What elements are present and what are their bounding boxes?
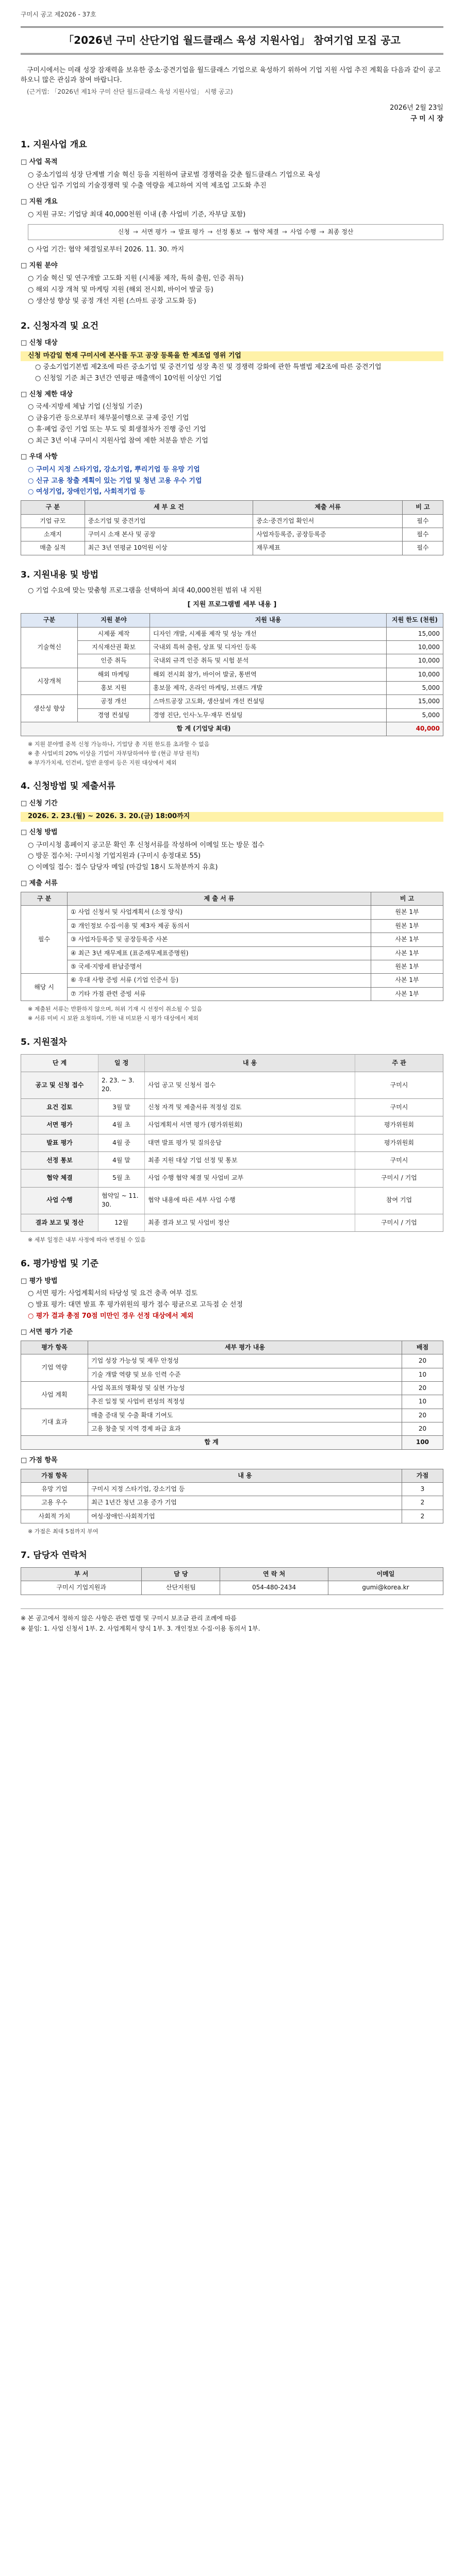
list-item: ○ 휴·폐업 중인 기업 또는 부도 및 회생절차가 진행 중인 기업 xyxy=(28,426,206,434)
table-cell: 원본 1부 xyxy=(371,919,443,933)
table-cell: 최근 1년간 청년 고용 증가 기업 xyxy=(88,1496,402,1510)
table-header: 내 용 xyxy=(88,1469,402,1482)
table-row xyxy=(21,668,443,681)
section-support xyxy=(21,569,443,767)
evaluation-criteria-table xyxy=(21,1341,443,1450)
list-item: ○ 산단 입주 기업의 기술경쟁력 및 수출 역량을 제고하여 지역 제조업 고도화 추진 xyxy=(28,182,267,190)
table-row xyxy=(21,919,443,933)
table-cell: 10,000 xyxy=(387,668,443,681)
step: 협약 체결 xyxy=(253,228,279,236)
footer-line: ※ 본 공고에서 정하지 않은 사항은 관련 법령 및 구미시 보조금 관리 조례에 따름 xyxy=(21,1614,237,1622)
list-item: ○ 중소기업의 성장 단계별 기술 혁신 등을 지원하여 글로벌 경쟁력을 갖춘 월드클래스 기업으로 육성 xyxy=(28,171,321,179)
table-cell: 기업 역량 xyxy=(21,1354,88,1382)
arrow-right-icon: → xyxy=(319,228,325,236)
list-item: ○ 신청일 기준 최근 3년간 연평균 매출액이 10억원 이상인 기업 xyxy=(35,374,222,382)
subsection-title: □ 사업 목적 xyxy=(21,158,58,166)
table-row xyxy=(21,528,443,541)
highlight-text: 신청 마감일 현재 구미시에 본사를 두고 공장 등록을 한 제조업 영위 기업 xyxy=(21,351,443,361)
note: ※ 총 사업비의 20% 이상을 기업이 자부담하여야 함 (현금 부담 원칙) xyxy=(28,750,200,757)
table-cell: 사회적 가치 xyxy=(21,1510,88,1523)
flow-date: 4월 말 xyxy=(98,1152,145,1169)
flow-step xyxy=(21,1152,443,1170)
flow-owner: 구미시 xyxy=(390,1081,408,1089)
table-row xyxy=(21,654,443,668)
note: ※ 세부 일정은 내부 사정에 따라 변경될 수 있음 xyxy=(28,1236,146,1243)
list-item: ○ 최근 3년 이내 구미시 지원사업 참여 제한 처분을 받은 기업 xyxy=(28,437,208,445)
table-cell: 2 xyxy=(402,1510,443,1523)
signer: 구 미 시 장 xyxy=(410,115,443,123)
flow-owner: 구미시 xyxy=(390,1156,408,1164)
table-cell: 필수 xyxy=(403,541,443,555)
flow-owner: 구미시 xyxy=(390,1103,408,1111)
table-cell: 매출 증대 및 수출 확대 기여도 xyxy=(88,1409,402,1422)
flow-stage: 사업 수행 xyxy=(21,1188,98,1214)
table-header: 구 분 xyxy=(21,892,68,906)
list-item: ○ 구미시청 홈페이지 공고문 확인 후 신청서류를 작성하여 이메일 또는 방문 접수 xyxy=(28,841,264,849)
table-cell: 국내외 규격 인증 취득 및 시험 분석 xyxy=(150,654,387,668)
table-cell: 홍보물 제작, 온라인 마케팅, 브랜드 개발 xyxy=(150,682,387,695)
table-cell: ⑥ 우대 사항 증빙 서류 (기업 인증서 등) xyxy=(68,974,371,987)
table-header: 담 당 xyxy=(142,1567,220,1581)
table-cell: 기술 개발 역량 및 보유 인력 수준 xyxy=(88,1368,402,1381)
flow-header-cell: 단 계 xyxy=(21,1055,98,1072)
table-cell: ① 사업 신청서 및 사업계획서 (소정 양식) xyxy=(68,906,371,919)
table-row xyxy=(21,906,443,919)
table-cell: 매출 실적 xyxy=(21,541,85,555)
table-total-row xyxy=(21,722,443,736)
table-cell: 여성·장애인·사회적기업 xyxy=(88,1510,402,1523)
bonus-points-table xyxy=(21,1469,443,1524)
table-cell: 40,000 xyxy=(387,722,443,736)
table-cell: 재무제표 xyxy=(253,541,403,555)
table-cell: ⑦ 기타 가점 관련 증빙 서류 xyxy=(68,987,371,1001)
section-evaluation xyxy=(21,1258,443,1536)
table-cell: 필수 xyxy=(21,906,68,974)
flow-date: 3월 말 xyxy=(98,1099,145,1116)
list-item: ○ 신규 고용 창출 계획이 있는 기업 및 청년 고용 우수 기업 xyxy=(28,477,202,485)
list-item: ○ 서면 평가: 사업계획서의 타당성 및 요건 충족 여부 검토 xyxy=(28,1290,198,1298)
table-header: 이메일 xyxy=(328,1567,443,1581)
subsection-title: □ 신청 방법 xyxy=(21,828,58,836)
table-row xyxy=(21,695,443,708)
table-cell: 해당 시 xyxy=(21,974,68,1001)
table-cell: 기대 효과 xyxy=(21,1409,88,1436)
section-title: 4. 신청방법 및 제출서류 xyxy=(21,781,115,792)
arrow-right-icon: → xyxy=(244,228,250,236)
flow-desc: 최종 지원 대상 기업 선정 및 통보 xyxy=(145,1152,355,1169)
flow-date: 4월 초 xyxy=(98,1116,145,1133)
flow-desc: 사업 수행 협약 체결 및 사업비 교부 xyxy=(145,1170,355,1187)
list-item: ○ 해외 시장 개척 및 마케팅 지원 (해외 전시회, 바이어 발굴 등) xyxy=(28,285,213,294)
intro-paragraph: 구미시에서는 미래 성장 잠재력을 보유한 중소·중견기업을 월드클래스 기업으로 육성하기 위하여 기업 지원 사업 추진 계획을 다음과 같이 공고하오니 많은 관심과 참여 바랍니다. xyxy=(21,66,441,84)
step: 사업 수행 xyxy=(290,228,317,236)
arrow-right-icon: → xyxy=(207,228,213,236)
flow-header-cell: 내 용 xyxy=(145,1055,355,1072)
table-row xyxy=(21,974,443,987)
table-cell: ④ 최근 3년 재무제표 (표준재무제표증명원) xyxy=(68,946,371,960)
table-cell: 20 xyxy=(402,1381,443,1395)
table-cell: 10,000 xyxy=(387,640,443,654)
flow-desc: 신청 자격 및 제출서류 적정성 검토 xyxy=(145,1099,355,1116)
table-cell: 시제품 제작 xyxy=(78,627,150,640)
subsection-title: □ 지원 개요 xyxy=(21,198,58,206)
section-title: 1. 지원사업 개요 xyxy=(21,140,87,150)
table-header: 세 부 요 건 xyxy=(85,501,253,514)
list-item: ○ 지원 규모: 기업당 최대 40,000천원 이내 (총 사업비 기준, 자부담 포함) xyxy=(28,211,246,219)
table-cell: 유망 기업 xyxy=(21,1483,88,1496)
subsection-title: □ 평가 방법 xyxy=(21,1277,58,1285)
section-contact xyxy=(21,1549,443,1595)
section-title: 3. 지원내용 및 방법 xyxy=(21,569,98,580)
table-cell: 해외 마케팅 xyxy=(78,668,150,681)
table-header: 지원 내용 xyxy=(150,614,387,627)
support-program-table xyxy=(21,613,443,736)
table-cell: 원본 1부 xyxy=(371,960,443,973)
table-row xyxy=(21,514,443,528)
table-caption: [ 지원 프로그램별 세부 내용 ] xyxy=(187,601,277,609)
table-cell: ③ 사업자등록증 및 공장등록증 사본 xyxy=(68,933,371,946)
note: ※ 부가가치세, 인건비, 일반 운영비 등은 지원 대상에서 제외 xyxy=(28,759,177,766)
table-row xyxy=(21,946,443,960)
doc-number: 구미시 공고 제2026 - 37호 xyxy=(21,11,96,18)
table-cell: 2 xyxy=(402,1496,443,1510)
table-row xyxy=(21,987,443,1001)
arrow-right-icon: → xyxy=(170,228,176,236)
table-cell: 추진 일정 및 사업비 편성의 적정성 xyxy=(88,1395,402,1409)
table-cell: 해외 전시회 참가, 바이어 발굴, 통번역 xyxy=(150,668,387,681)
table-row xyxy=(21,541,443,555)
table-cell: 사업 계획 xyxy=(21,1381,88,1409)
flow-step xyxy=(21,1072,443,1099)
table-cell: 사업 목표의 명확성 및 실현 가능성 xyxy=(88,1381,402,1395)
flow-date: 5월 초 xyxy=(98,1170,145,1187)
announce-date: 2026년 2월 23일 xyxy=(390,104,443,112)
table-cell: 시장개척 xyxy=(21,668,78,695)
step: 신청 xyxy=(118,228,130,236)
table-row xyxy=(21,1381,443,1395)
table-cell: 합 계 (기업당 최대) xyxy=(21,722,387,736)
table-cell: 디자인 개발, 시제품 제작 및 성능 개선 xyxy=(150,627,387,640)
flow-header-cell: 일 정 xyxy=(98,1055,145,1072)
step: 서면 평가 xyxy=(141,228,168,236)
table-cell: 사본 1부 xyxy=(371,946,443,960)
procedure-flow xyxy=(21,1054,443,1232)
subsection-title: □ 신청 제한 대상 xyxy=(21,390,73,398)
table-cell: ⑤ 국세·지방세 완납증명서 xyxy=(68,960,371,973)
intro xyxy=(21,66,443,96)
flow-step xyxy=(21,1134,443,1152)
list-item: ○ 구미시 지정 스타기업, 강소기업, 뿌리기업 등 유망 기업 xyxy=(28,465,200,473)
table-header: 지원 한도 (천원) xyxy=(387,614,443,627)
table-row xyxy=(21,960,443,973)
table-cell: 20 xyxy=(402,1409,443,1422)
table-cell: 20 xyxy=(402,1354,443,1368)
table-row xyxy=(21,1510,443,1523)
subsection-title: □ 신청 대상 xyxy=(21,339,58,347)
flow-date: 4월 중 xyxy=(98,1134,145,1151)
table-cell: 기업 규모 xyxy=(21,514,85,528)
table-cell: 필수 xyxy=(403,514,443,528)
flow-desc: 대면 발표 평가 및 질의응답 xyxy=(145,1134,355,1151)
table-cell: 기술혁신 xyxy=(21,627,78,668)
table-cell: 고용 창출 및 지역 경제 파급 효과 xyxy=(88,1422,402,1436)
table-cell: 필수 xyxy=(403,528,443,541)
section-title: 2. 신청자격 및 요건 xyxy=(21,320,98,331)
subsection-title: □ 지원 분야 xyxy=(21,262,58,270)
footer xyxy=(21,1608,443,1634)
list-item: ○ 기술 혁신 및 연구개발 고도화 지원 (시제품 제작, 특허 출원, 인증 취득) xyxy=(28,275,244,283)
table-cell: 스마트공장 고도화, 생산설비 개선 컨설팅 xyxy=(150,695,387,708)
table-cell: 사본 1부 xyxy=(371,987,443,1001)
table-row xyxy=(21,933,443,946)
flow-owner: 평가위원회 xyxy=(384,1121,414,1129)
flow-header xyxy=(21,1054,443,1072)
table-header: 배점 xyxy=(402,1341,443,1354)
table-header: 비 고 xyxy=(371,892,443,906)
table-cell: 원본 1부 xyxy=(371,906,443,919)
table-cell: 최근 3년 연평균 10억원 이상 xyxy=(85,541,253,555)
table-row xyxy=(21,1496,443,1510)
table-cell: 15,000 xyxy=(387,627,443,640)
table-row xyxy=(21,640,443,654)
flow-step xyxy=(21,1116,443,1134)
table-cell: 사본 1부 xyxy=(371,974,443,987)
table-cell: 중소·중견기업 확인서 xyxy=(253,514,403,528)
table-cell: 사본 1부 xyxy=(371,933,443,946)
table-cell: 5,000 xyxy=(387,682,443,695)
table-cell: 10 xyxy=(402,1368,443,1381)
page-title: 「2026년 구미 산단기업 월드클래스 육성 지원사업」 참여기업 모집 공고 xyxy=(21,26,443,55)
list-item: ○ 국세·지방세 체납 기업 (신청일 기준) xyxy=(28,403,143,411)
table-cell: 중소기업 및 중견기업 xyxy=(85,514,253,528)
table-cell: 구미시 소재 본사 및 공장 xyxy=(85,528,253,541)
list-item: ○ 이메일 접수: 접수 담당자 메일 (마감일 18시 도착분까지 유효) xyxy=(28,863,218,872)
note: ※ 가점은 최대 5점까지 부여 xyxy=(28,1528,98,1535)
list-item: ○ 기업 수요에 맞는 맞춤형 프로그램을 선택하여 최대 40,000천원 범위 내 지원 xyxy=(28,587,262,595)
step: 최종 정산 xyxy=(327,228,354,236)
flow-stage: 선정 통보 xyxy=(21,1152,98,1169)
list-item: ○ 방문 접수처: 구미시청 기업지원과 (구미시 송정대로 55) xyxy=(28,852,201,860)
flow-desc: 협약 내용에 따른 세부 사업 수행 xyxy=(145,1188,355,1214)
email-link[interactable]: gumi@korea.kr xyxy=(328,1581,443,1595)
table-header: 비 고 xyxy=(403,501,443,514)
table-row xyxy=(21,682,443,695)
flow-stage: 결과 보고 및 정산 xyxy=(21,1214,98,1231)
arrow-right-icon: → xyxy=(281,228,287,236)
table-cell: 생산성 향상 xyxy=(21,695,78,722)
contact-table xyxy=(21,1567,443,1595)
table-header: 지원 분야 xyxy=(78,614,150,627)
table-cell: 5,000 xyxy=(387,708,443,722)
section-title: 7. 담당자 연락처 xyxy=(21,1550,87,1561)
table-cell: 20 xyxy=(402,1422,443,1436)
table-cell: 공정 개선 xyxy=(78,695,150,708)
table-cell: 고용 우수 xyxy=(21,1496,88,1510)
table-header: 부 서 xyxy=(21,1567,142,1581)
table-header: 연 락 처 xyxy=(220,1567,328,1581)
step: 발표 평가 xyxy=(178,228,205,236)
table-header: 평가 항목 xyxy=(21,1341,88,1354)
flow-step xyxy=(21,1188,443,1214)
flow-date: 협약일 ~ 11. 30. xyxy=(98,1188,145,1214)
table-cell: 100 xyxy=(402,1436,443,1449)
subsection-title: □ 서면 평가 기준 xyxy=(21,1328,73,1336)
table-cell: 지식재산권 확보 xyxy=(78,640,150,654)
table-cell: 산단지원팀 xyxy=(142,1581,220,1595)
subsection-title: □ 제출 서류 xyxy=(21,879,58,888)
flow-desc: 사업계획서 서면 평가 (평가위원회) xyxy=(145,1116,355,1133)
flow-step xyxy=(21,1214,443,1232)
table-row xyxy=(21,1354,443,1368)
list-item: ○ 발표 평가: 대면 발표 후 평가위원의 평가 점수 평균으로 고득점 순 선정 xyxy=(28,1301,243,1309)
section-application xyxy=(21,780,443,1023)
section-eligibility xyxy=(21,320,443,555)
flow-stage: 요건 검토 xyxy=(21,1099,98,1116)
table-header: 제 출 서 류 xyxy=(68,892,371,906)
table-row xyxy=(21,1409,443,1422)
eligibility-table xyxy=(21,500,443,555)
flow-stage: 서면 평가 xyxy=(21,1116,98,1133)
table-cell: 홍보 지원 xyxy=(78,682,150,695)
flow-stage: 공고 및 신청 접수 xyxy=(21,1072,98,1098)
table-cell: 10 xyxy=(402,1395,443,1409)
table-header: 제출 서류 xyxy=(253,501,403,514)
table-header: 세부 평가 내용 xyxy=(88,1341,402,1354)
flow-owner: 구미시 / 기업 xyxy=(381,1174,417,1182)
flow-owner: 평가위원회 xyxy=(384,1139,414,1146)
section-title: 5. 지원절차 xyxy=(21,1037,67,1047)
table-header: 구분 xyxy=(21,614,78,627)
signature-block xyxy=(21,104,443,124)
flow-step xyxy=(21,1170,443,1187)
table-cell: 3 xyxy=(402,1483,443,1496)
flow-desc: 사업 공고 및 신청서 접수 xyxy=(145,1072,355,1098)
subsection-title: □ 가점 항목 xyxy=(21,1456,58,1464)
table-cell: 경영 진단, 인사·노무·재무 컨설팅 xyxy=(150,708,387,722)
flow-stage: 발표 평가 xyxy=(21,1134,98,1151)
flow-owner: 구미시 / 기업 xyxy=(381,1218,417,1226)
flow-date: 12월 xyxy=(98,1214,145,1231)
list-item: ○ 여성기업, 장애인기업, 사회적기업 등 xyxy=(28,488,145,496)
table-cell: 구미시 지정 스타기업, 강소기업 등 xyxy=(88,1483,402,1496)
flow-stage: 협약 체결 xyxy=(21,1170,98,1187)
table-cell: 인증 취득 xyxy=(78,654,150,668)
flow-owner: 참여 기업 xyxy=(386,1196,412,1204)
table-cell: 10,000 xyxy=(387,654,443,668)
application-period: 2026. 2. 23.(월) ~ 2026. 3. 20.(금) 18:00까지 xyxy=(21,812,443,822)
note: ※ 지원 분야별 중복 신청 가능하나, 기업당 총 지원 한도를 초과할 수 없음 xyxy=(28,740,210,748)
step: 선정 통보 xyxy=(216,228,242,236)
subsection-title: □ 신청 기간 xyxy=(21,800,58,808)
table-cell: 구미시 기업지원과 xyxy=(21,1581,142,1595)
table-row xyxy=(21,1581,443,1595)
documents-table xyxy=(21,892,443,1001)
table-cell: 합 계 xyxy=(21,1436,402,1449)
flow-desc: 최종 결과 보고 및 사업비 정산 xyxy=(145,1214,355,1231)
section-title: 6. 평가방법 및 기준 xyxy=(21,1258,98,1269)
table-cell: 15,000 xyxy=(387,695,443,708)
table-row xyxy=(21,1483,443,1496)
table-cell: 소재지 xyxy=(21,528,85,541)
section-overview xyxy=(21,139,443,306)
table-row xyxy=(21,627,443,640)
table-header: 가점 항목 xyxy=(21,1469,88,1482)
footer-line: ※ 붙임: 1. 사업 신청서 1부. 2. 사업계획서 양식 1부. 3. 개인정보 수집·이용 동의서 1부. xyxy=(21,1625,260,1633)
phone-number: 054-480-2434 xyxy=(220,1581,328,1595)
table-cell: 경영 컨설팅 xyxy=(78,708,150,722)
table-header: 가점 xyxy=(402,1469,443,1482)
subsection-title: □ 우대 사항 xyxy=(21,452,58,461)
note: ※ 서류 미비 시 보완 요청하며, 기한 내 미보완 시 평가 대상에서 제외 xyxy=(28,1015,198,1022)
list-item: ○ 생산성 향상 및 공정 개선 지원 (스마트 공장 고도화 등) xyxy=(28,297,196,305)
list-item: ○ 사업 기간: 협약 체결일로부터 2026. 11. 30. 까지 xyxy=(28,246,185,254)
table-cell: 국내외 특허 출원, 상표 및 디자인 등록 xyxy=(150,640,387,654)
flow-date: 2. 23. ~ 3. 20. xyxy=(98,1072,145,1098)
flow-step xyxy=(21,1099,443,1116)
note: ※ 제출된 서류는 반환하지 않으며, 허위 기재 시 선정이 취소될 수 있음 xyxy=(28,1006,203,1013)
table-cell: 사업자등록증, 공장등록증 xyxy=(253,528,403,541)
table-row xyxy=(21,708,443,722)
list-item: ○ 금융기관 등으로부터 채무불이행으로 규제 중인 기업 xyxy=(28,414,189,422)
intro-basis: (근거법: 「2026년 제1차 구미 산단 월드클래스 육성 지원사업」 시행 공고) xyxy=(27,88,233,96)
table-total-row xyxy=(21,1436,443,1449)
list-item: ○ 평가 결과 총점 70점 미만인 경우 선정 대상에서 제외 xyxy=(28,1312,194,1320)
process-steps xyxy=(28,224,443,240)
table-cell: 기업 성장 가능성 및 재무 안정성 xyxy=(88,1354,402,1368)
section-procedure xyxy=(21,1036,443,1244)
list-item: ○ 중소기업기본법 제2조에 따른 중소기업 및 중견기업 성장 촉진 및 경쟁력 강화에 관한 특별법 제2조에 따른 중견기업 xyxy=(35,363,382,371)
table-header: 구 분 xyxy=(21,501,85,514)
arrow-right-icon: → xyxy=(132,228,138,236)
flow-header-cell: 주 관 xyxy=(392,1059,406,1066)
table-cell: ② 개인정보 수집·이용 및 제3자 제공 동의서 xyxy=(68,919,371,933)
